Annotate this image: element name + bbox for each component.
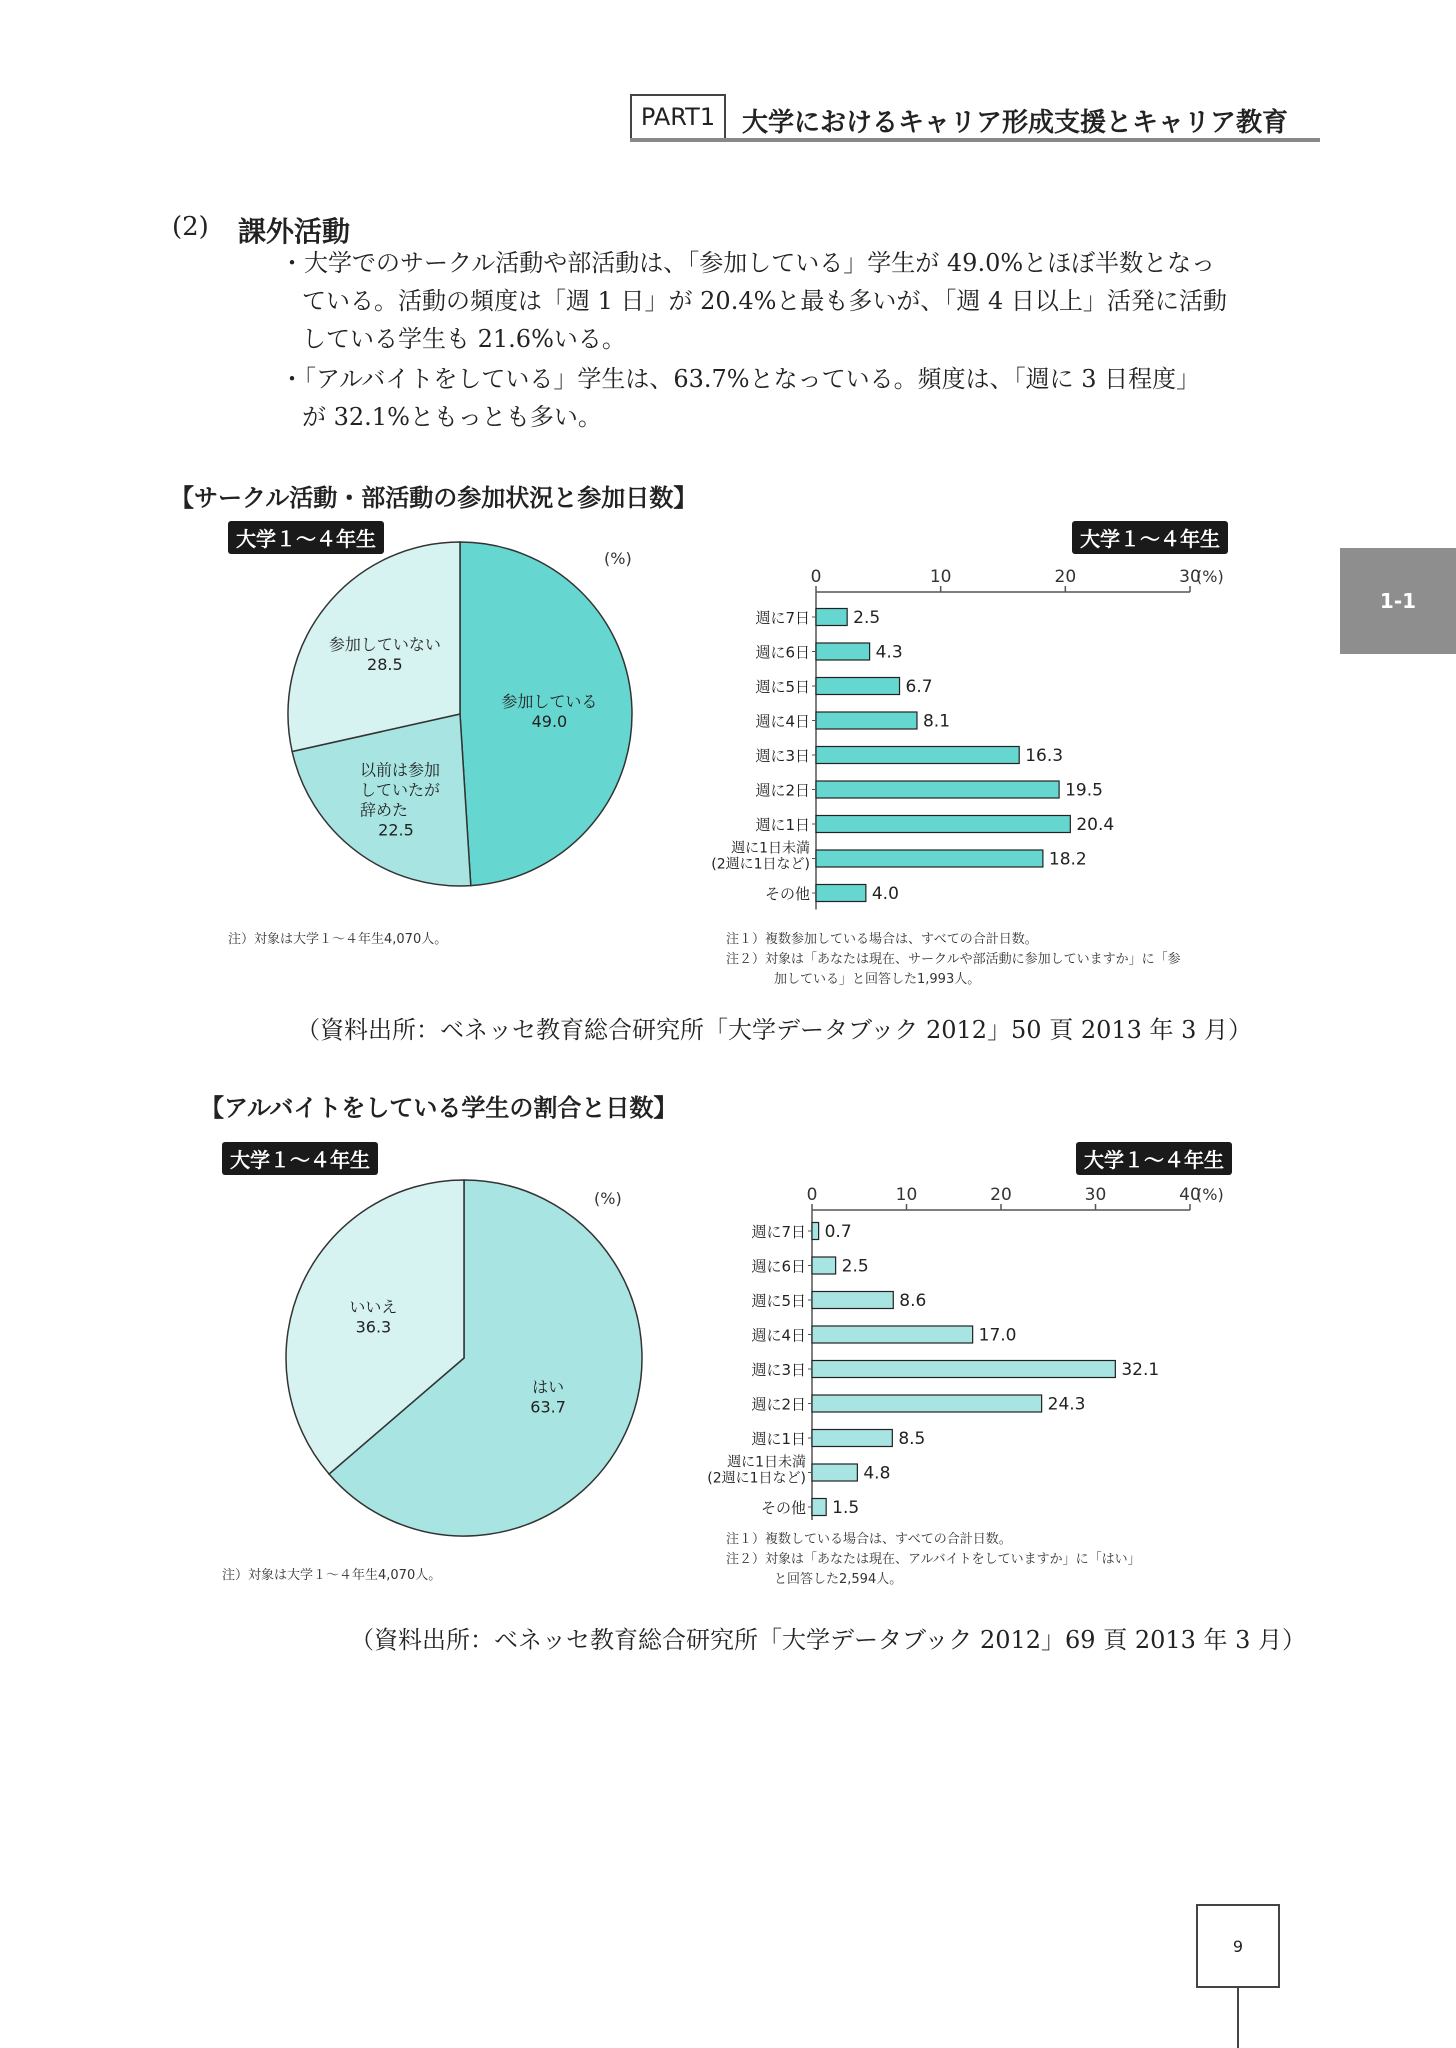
pie-slice-value: 49.0 [531, 712, 568, 732]
page-number-box [1196, 1904, 1280, 1988]
x-tick-label: 20 [990, 1185, 1012, 1205]
pie-slice-name: 参加していない [328, 634, 441, 654]
bar [812, 1257, 836, 1274]
bar-value-label: 4.0 [871, 884, 899, 904]
bar [816, 885, 866, 902]
category-label-text: その他 [764, 885, 810, 903]
category-label [755, 609, 810, 627]
bar-value-label: 32.1 [1121, 1360, 1160, 1380]
bar [816, 816, 1070, 833]
x-tick-label: 0 [810, 567, 822, 587]
paragraph-line: ている。活動の頻度は「週 1 日」が 20.4%と最も多いが、「週 4 日以上」活発に活動 [302, 287, 1227, 315]
bar [816, 747, 1019, 764]
figure2-bar-tag: 大学１～４年生 [1076, 1142, 1232, 1175]
category-label-text: 週に3日 [755, 747, 810, 765]
paragraph-line: ・大学でのサークル活動や部活動は、「参加している」学生が 49.0%とほぼ半数となっ [280, 249, 1216, 277]
bar-value-label: 19.5 [1065, 780, 1103, 801]
category-label-text: (2週に1日など) [711, 856, 810, 873]
page-number-line [1237, 1988, 1239, 2048]
pie-slice-name: いいえ [349, 1297, 398, 1317]
category-label-text: 週に1日 [751, 1430, 806, 1448]
category-label-text: 週に5日 [751, 1292, 806, 1310]
category-label [751, 1292, 806, 1310]
bar [812, 1326, 973, 1343]
category-label-text: 週に1日未満 [731, 840, 810, 857]
bar [816, 850, 1043, 867]
pie-slice-value: 28.5 [367, 654, 403, 674]
x-axis-unit: (%) [1196, 567, 1224, 586]
figure2-title: 【アルバイトをしている学生の割合と日数】 [200, 1094, 678, 1122]
x-tick-label: 0 [806, 1185, 818, 1205]
side-tab-label: 1-1 [1379, 589, 1417, 613]
category-label [761, 1499, 806, 1517]
paragraph-line: ・「アルバイトをしている」学生は、63.7%となっている。頻度は、「週に 3 日程度」 [280, 365, 1201, 393]
category-label-text: その他 [760, 1499, 806, 1517]
pie-slice-value: 22.5 [378, 820, 414, 840]
bar-value-label: 8.1 [922, 711, 951, 732]
bar [816, 609, 847, 626]
bar-value-label: 20.4 [1076, 815, 1115, 835]
category-label-text: 週に4日 [755, 712, 810, 731]
category-label [707, 1454, 806, 1487]
paragraph-circle-activities [280, 244, 1300, 358]
pie-slice-name: 以前は参加 [359, 760, 440, 780]
pie-unit: (%) [594, 1189, 622, 1208]
bar-value-label: 8.6 [899, 1291, 927, 1311]
note-line: 注１）複数参加している場合は、すべての合計日数。 [726, 932, 1038, 947]
category-label-text: (2週に1日など) [707, 1470, 806, 1487]
bar [816, 712, 917, 729]
category-label [755, 713, 810, 731]
side-tab [1340, 548, 1456, 654]
figure1-bar-notes [726, 930, 1181, 990]
bar [812, 1430, 892, 1447]
bar [812, 1464, 857, 1481]
category-label-text: 週に1日未満 [727, 1454, 806, 1471]
figure1-pie-tag: 大学１～４年生 [228, 521, 384, 554]
category-label-text: 週に7日 [755, 609, 810, 627]
x-axis-unit: (%) [1196, 1185, 1224, 1204]
category-label-text: 週に5日 [755, 678, 810, 696]
bar-value-label: 6.7 [905, 677, 933, 697]
bar [812, 1223, 819, 1240]
category-label-text: 週に1日 [755, 816, 810, 834]
header-rule [630, 138, 1320, 142]
figure1-bar-tag: 大学１～４年生 [1072, 521, 1228, 554]
bar [812, 1395, 1042, 1412]
category-label [751, 1258, 806, 1276]
x-tick-label: 40 [1179, 1185, 1201, 1205]
category-label [751, 1327, 806, 1345]
category-label-text: 週に2日 [755, 781, 810, 800]
pie-slice-name: 辞めた [359, 800, 408, 820]
category-label-text: 週に2日 [751, 1395, 806, 1414]
bar-chart-part-time-days [670, 1170, 1280, 1520]
figure1-pie-note: 注）対象は大学１～４年生4,070人。 [228, 932, 448, 947]
bar-value-label: 16.3 [1025, 746, 1064, 766]
category-label-text: 週に3日 [751, 1361, 806, 1379]
figure2-bar-notes [726, 1530, 1141, 1590]
x-tick-label: 10 [929, 567, 952, 587]
bar-value-label: 2.5 [853, 608, 881, 628]
pie-chart-circle-participation [270, 530, 670, 900]
bar [816, 781, 1059, 798]
paragraph-line: が 32.1%ともっとも多い。 [302, 403, 602, 431]
pie-slice-label [530, 1378, 566, 1417]
page-number: 9 [1232, 1936, 1244, 1956]
bar [812, 1292, 893, 1309]
figure2-pie-tag: 大学１～４年生 [222, 1142, 378, 1175]
pie-slice-name: はい [532, 1377, 565, 1397]
figure2-pie-note: 注）対象は大学１～４年生4,070人。 [222, 1568, 442, 1583]
note-line: と回答した2,594人。 [774, 1572, 903, 1587]
pie-slice-name: 参加している [501, 692, 598, 712]
bar-value-label: 17.0 [978, 1325, 1017, 1346]
bar-value-label: 18.2 [1048, 849, 1087, 870]
bar-value-label: 8.5 [898, 1429, 926, 1449]
category-label [711, 840, 810, 873]
x-tick-label: 30 [1084, 1185, 1107, 1205]
note-line: 注１）複数している場合は、すべての合計日数。 [726, 1532, 1012, 1547]
bar-value-label: 1.5 [832, 1498, 860, 1518]
bar-value-label: 4.3 [875, 642, 903, 663]
note-line: 加している」と回答した1,993人。 [774, 972, 981, 987]
category-label [751, 1361, 806, 1379]
paragraph-part-time-job [280, 360, 1300, 436]
category-label-text: 週に7日 [751, 1223, 806, 1241]
pie-slice-value: 63.7 [530, 1397, 566, 1417]
bar [812, 1499, 826, 1516]
pie-slice-name: していたが [359, 780, 440, 800]
category-label [755, 816, 810, 834]
figure1-source: （資料出所：ベネッセ教育総合研究所「大学データブック 2012」50 頁 2013 年 3 月） [296, 1016, 1253, 1044]
figure1-title: 【サークル活動・部活動の参加状況と参加日数】 [170, 484, 698, 512]
part-label [630, 94, 726, 140]
category-label [755, 678, 810, 696]
paragraph-line: している学生も 21.6%いる。 [302, 325, 626, 353]
note-line: 注２）対象は「あなたは現在、アルバイトをしていますか」に「はい」 [726, 1552, 1141, 1567]
bar [816, 643, 870, 660]
category-label [755, 644, 810, 662]
category-label [751, 1396, 806, 1414]
figure2-source: （資料出所：ベネッセ教育総合研究所「大学データブック 2012」69 頁 2013 年 3 月） [350, 1626, 1307, 1654]
section-title: 課外活動 [238, 215, 351, 248]
part-label-text: PART1 [640, 103, 716, 131]
category-label-text: 週に6日 [755, 643, 810, 662]
bar [812, 1361, 1115, 1378]
bar-value-label: 24.3 [1047, 1394, 1086, 1415]
category-label [751, 1430, 806, 1448]
category-label-text: 週に6日 [751, 1257, 806, 1276]
bar-value-label: 4.8 [863, 1463, 891, 1484]
pie-unit: (%) [604, 549, 632, 568]
category-label [765, 885, 810, 903]
x-tick-label: 10 [895, 1185, 918, 1205]
x-tick-label: 20 [1054, 567, 1077, 587]
pie-chart-part-time-job [270, 1166, 670, 1546]
category-label [755, 782, 810, 800]
bar [816, 678, 900, 695]
page-header-title: 大学におけるキャリア形成支援とキャリア教育 [742, 108, 1289, 138]
category-label [755, 747, 810, 765]
bar-value-label: 0.7 [824, 1222, 852, 1242]
section-number: (2) [172, 212, 209, 242]
x-tick-label: 30 [1179, 567, 1201, 587]
pie-slice-value: 36.3 [355, 1317, 392, 1337]
bar-chart-circle-days [670, 556, 1280, 916]
note-line: 注２）対象は「あなたは現在、サークルや部活動に参加していますか」に「参 [726, 952, 1181, 967]
category-label [751, 1223, 806, 1241]
pie-slice-label [349, 1297, 397, 1336]
category-label-text: 週に4日 [751, 1326, 806, 1345]
bar-value-label: 2.5 [841, 1256, 869, 1277]
